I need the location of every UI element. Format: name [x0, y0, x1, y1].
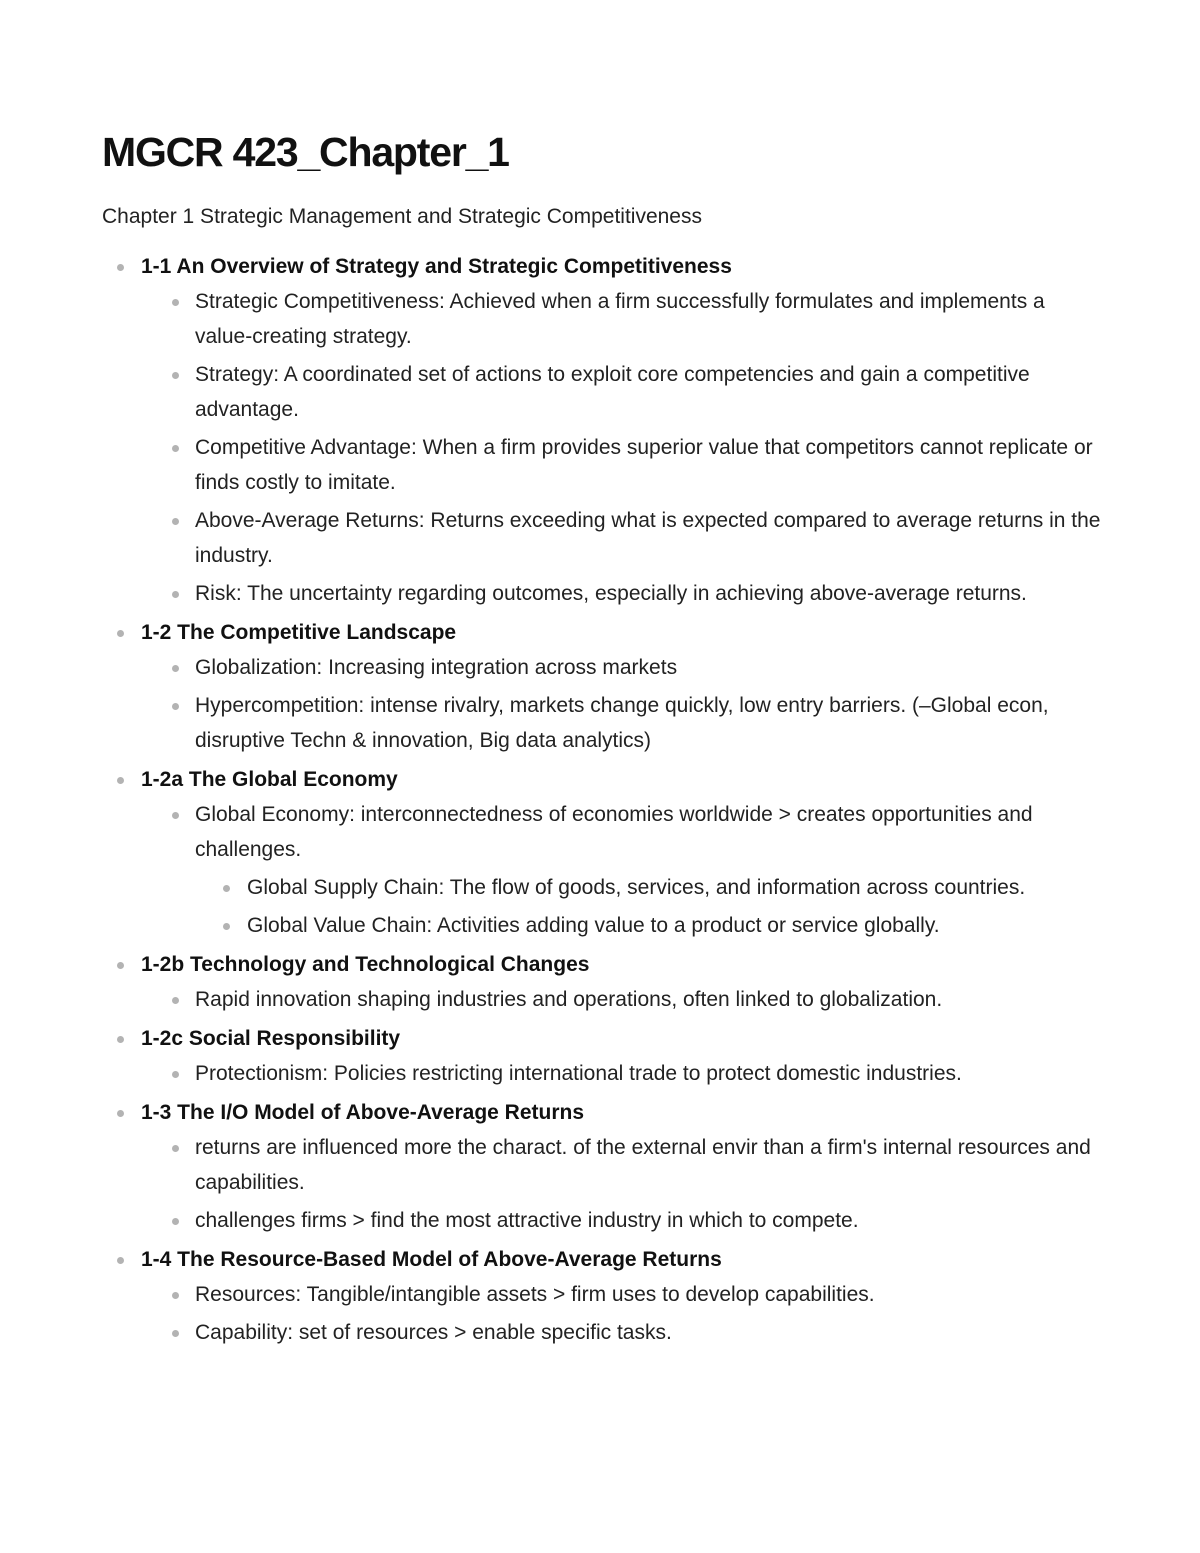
list-item — [156, 982, 1102, 1017]
document-page — [102, 124, 1102, 1354]
section-item-list — [102, 284, 1102, 611]
document-subtitle: Chapter 1 Strategic Management and Strategic Competitiveness — [102, 205, 702, 228]
bullet-icon — [117, 962, 124, 969]
bullet-icon — [172, 445, 179, 452]
list-item — [156, 430, 1102, 500]
list-item-text: Above-Average Returns: Returns exceeding what is expected compared to average returns in the industry. — [195, 509, 1101, 567]
bullet-icon — [172, 1292, 179, 1299]
bullet-icon — [172, 1145, 179, 1152]
section-heading: 1-2c Social Responsibility — [141, 1027, 401, 1050]
section-heading: 1-2 The Competitive Landscape — [141, 621, 457, 644]
list-item — [156, 688, 1102, 758]
outline-section — [102, 615, 1102, 758]
bullet-icon — [117, 630, 124, 637]
list-item-text: Global Economy: interconnectedness of economies worldwide > creates opportunities and challenges. — [195, 803, 1033, 861]
bullet-icon — [117, 777, 124, 784]
list-item — [156, 1277, 1102, 1312]
sub-list-item — [209, 870, 1102, 905]
list-item — [156, 503, 1102, 573]
list-item-text: Protectionism: Policies restricting international trade to protect domestic industries. — [195, 1062, 962, 1085]
list-item-text: challenges firms > find the most attractive industry in which to compete. — [195, 1209, 859, 1232]
list-item-text: Rapid innovation shaping industries and operations, often linked to globalization. — [195, 988, 943, 1011]
bullet-icon — [223, 923, 230, 930]
bullet-icon — [172, 372, 179, 379]
list-item-text: Globalization: Increasing integration across markets — [195, 656, 678, 679]
sub-list-item-text: Global Supply Chain: The flow of goods, services, and information across countries. — [247, 876, 1026, 899]
bullet-icon — [172, 812, 179, 819]
list-item-text: Strategy: A coordinated set of actions to exploit core competencies and gain a competitive advantage. — [195, 363, 1030, 421]
section-heading: 1-2a The Global Economy — [141, 768, 398, 791]
bullet-icon — [172, 1330, 179, 1337]
section-item-list — [102, 1277, 1102, 1350]
list-item-text: Risk: The uncertainty regarding outcomes, especially in achieving above-average returns. — [195, 582, 1027, 605]
bullet-icon — [172, 591, 179, 598]
bullet-icon — [117, 1110, 124, 1117]
bullet-icon — [172, 997, 179, 1004]
list-item-text: Competitive Advantage: When a firm provides superior value that competitors cannot replicate or finds costly to imitate. — [195, 436, 1093, 494]
list-item — [156, 576, 1102, 611]
bullet-icon — [172, 299, 179, 306]
bullet-icon — [117, 264, 124, 271]
list-item-text: returns are influenced more the charact. of the external envir than a firm's internal resources and capabilities. — [195, 1136, 1091, 1194]
bullet-icon — [117, 1036, 124, 1043]
outline-list — [102, 249, 1102, 1350]
section-item-list — [102, 1130, 1102, 1238]
list-item — [156, 1056, 1102, 1091]
outline-section — [102, 762, 1102, 943]
list-item — [156, 357, 1102, 427]
bullet-icon — [172, 518, 179, 525]
list-item-text: Strategic Competitiveness: Achieved when a firm successfully formulates and implements a value-creating strategy. — [195, 290, 1045, 348]
outline-section — [102, 1095, 1102, 1238]
document-title: MGCR 423_Chapter_1 — [102, 129, 509, 175]
outline-section — [102, 249, 1102, 611]
sub-list-item — [209, 908, 1102, 943]
bullet-icon — [223, 885, 230, 892]
outline-section — [102, 1242, 1102, 1350]
section-heading: 1-1 An Overview of Strategy and Strategic Competitiveness — [141, 255, 732, 278]
list-item — [156, 1315, 1102, 1350]
sub-item-list — [209, 870, 1102, 943]
section-heading: 1-4 The Resource-Based Model of Above-Average Returns — [141, 1248, 722, 1271]
bullet-icon — [172, 703, 179, 710]
section-item-list — [102, 1056, 1102, 1091]
list-item — [156, 284, 1102, 354]
list-item — [156, 1203, 1102, 1238]
section-item-list — [102, 982, 1102, 1017]
sub-list-item-text: Global Value Chain: Activities adding value to a product or service globally. — [247, 914, 940, 937]
outline-section — [102, 1021, 1102, 1091]
section-item-list — [102, 797, 1102, 943]
section-heading: 1-2b Technology and Technological Changes — [141, 953, 590, 976]
list-item — [156, 797, 1102, 943]
section-heading: 1-3 The I/O Model of Above-Average Returns — [141, 1101, 585, 1124]
section-item-list — [102, 650, 1102, 758]
bullet-icon — [117, 1257, 124, 1264]
list-item — [156, 1130, 1102, 1200]
bullet-icon — [172, 1071, 179, 1078]
bullet-icon — [172, 665, 179, 672]
list-item-text: Capability: set of resources > enable specific tasks. — [195, 1321, 672, 1344]
list-item-text: Resources: Tangible/intangible assets > firm uses to develop capabilities. — [195, 1283, 875, 1306]
outline-section — [102, 947, 1102, 1017]
bullet-icon — [172, 1218, 179, 1225]
list-item — [156, 650, 1102, 685]
list-item-text: Hypercompetition: intense rivalry, markets change quickly, low entry barriers. (–Global econ, disruptive Techn & innovation, Big data analytics) — [195, 694, 1049, 752]
